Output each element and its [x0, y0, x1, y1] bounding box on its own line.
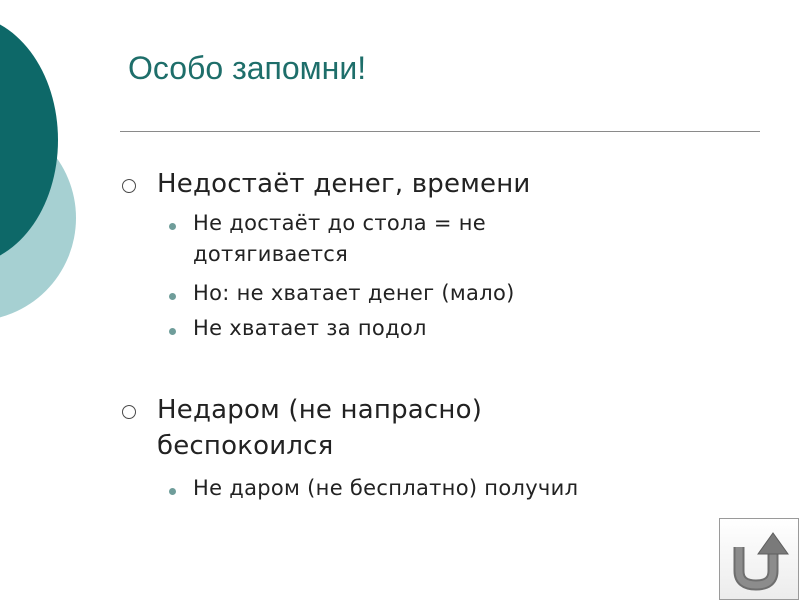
- sub-bullet-item: Не хватает за подол: [193, 316, 427, 340]
- sub-bullet-item: Но: не хватает денег (мало): [193, 281, 515, 305]
- slide-title: Особо запомни!: [128, 50, 367, 86]
- hollow-circle-bullet-icon: [122, 179, 136, 193]
- bullet-item-1: Недостаёт денег, времени: [157, 169, 531, 199]
- bullet-item-2-continuation: беспокоился: [157, 431, 334, 461]
- round-bullet-icon: [169, 223, 176, 230]
- round-bullet-icon: [169, 488, 176, 495]
- return-button[interactable]: [719, 518, 799, 600]
- bullet-item-2: Недаром (не напрасно): [157, 395, 483, 425]
- sub-bullet-item-continuation: дотягивается: [193, 242, 349, 266]
- round-bullet-icon: [169, 328, 176, 335]
- u-turn-arrow-icon: [727, 527, 791, 593]
- title-divider: [120, 131, 760, 132]
- sub-bullet-item: Не достаёт до стола = не: [193, 211, 486, 235]
- round-bullet-icon: [169, 293, 176, 300]
- sub-bullet-item: Не даром (не бесплатно) получил: [193, 476, 579, 500]
- hollow-circle-bullet-icon: [122, 405, 136, 419]
